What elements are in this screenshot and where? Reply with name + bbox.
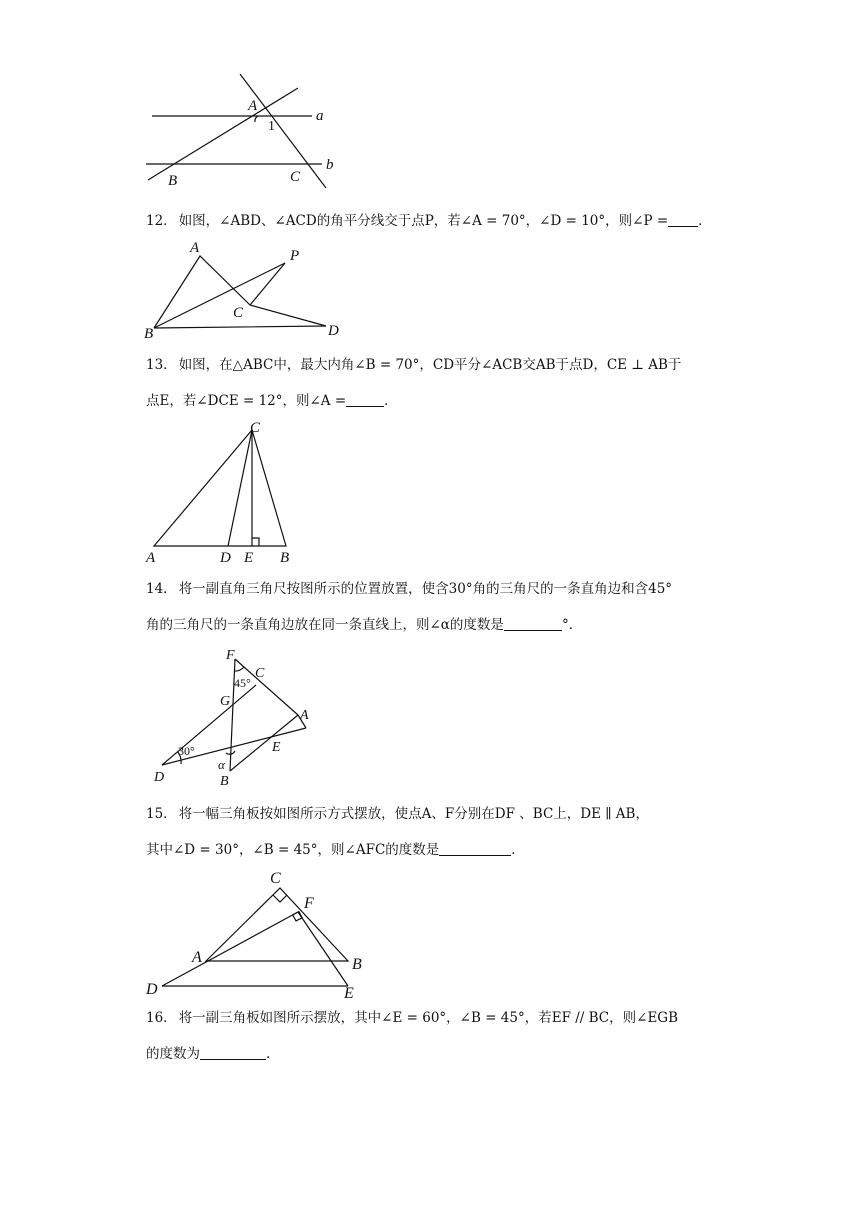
label-D: D xyxy=(146,981,158,998)
label-E: E xyxy=(272,740,281,755)
question-text-line1: 将一副三角板如图所示摆放，其中∠E = 60°，∠B = 45°，若EF // BC，则∠EGB xyxy=(178,1010,679,1026)
question-text-line2: 点E，若∠DCE = 12°，则∠A = xyxy=(146,393,347,409)
figure-q12 xyxy=(140,238,360,343)
question-12 xyxy=(146,203,726,239)
label-A: A xyxy=(192,949,202,966)
label-C: C xyxy=(255,666,265,681)
period: ． xyxy=(266,1046,280,1062)
label-D: D xyxy=(328,323,339,339)
segment-bp xyxy=(154,263,285,328)
question-text-line1: 将一幅三角板按如图所示方式摆放，使点A、F分别在DF 、BC上，DE ∥ AB， xyxy=(178,806,649,822)
question-text-line2: 角的三角尺的一条直角边放在同一条直线上，则∠α的度数是 xyxy=(146,617,504,633)
question-text-line1: 将一副直角三角尺按图所示的位置放置，使含30°角的三角尺的一条直角边和含45° xyxy=(178,581,673,597)
period: ． xyxy=(698,213,712,229)
label-B: B xyxy=(168,173,178,189)
answer-blank[interactable] xyxy=(668,212,698,227)
period: ． xyxy=(384,393,398,409)
answer-blank[interactable] xyxy=(439,841,511,856)
label-D: D xyxy=(220,550,231,566)
question-text-line2: 的度数为 xyxy=(146,1046,200,1062)
right-angle-mark xyxy=(252,538,259,546)
label-C: C xyxy=(290,169,301,185)
right-angle-mark-f xyxy=(293,912,302,921)
label-alpha: α xyxy=(218,757,225,772)
question-text-line2: 其中∠D = 30°，∠B = 45°，则∠AFC的度数是 xyxy=(146,842,440,858)
transversal-ac xyxy=(240,74,326,188)
label-E: E xyxy=(344,985,354,1001)
question-number: 13． xyxy=(146,357,177,373)
question-text-line1: 如图，在△ABC中，最大内角∠B = 70°，CD平分∠ACB交AB于点D，CE ⊥ AB于 xyxy=(178,357,682,373)
label-B: B xyxy=(280,550,290,566)
question-number: 15． xyxy=(146,806,177,822)
label-b: b xyxy=(326,157,334,173)
label-F: F xyxy=(304,895,314,912)
answer-blank[interactable] xyxy=(346,392,384,407)
label-B: B xyxy=(352,956,362,973)
period: ． xyxy=(511,842,525,858)
label-A: A xyxy=(190,240,200,256)
transversal-ab xyxy=(148,88,298,180)
label-B: B xyxy=(220,774,229,789)
question-15 xyxy=(146,796,726,868)
figure-q15 xyxy=(140,866,380,1001)
label-D: D xyxy=(154,770,165,785)
figure-q14 xyxy=(148,643,323,793)
label-angle-1: 1 xyxy=(268,119,275,134)
figure-parallel-lines xyxy=(140,68,360,193)
segment-d-f xyxy=(162,912,298,986)
question-text: 如图，∠ABD、∠ACD的角平分线交于点P，若∠A = 70°，∠D = 10°，则∠P = xyxy=(178,213,669,229)
label-C: C xyxy=(233,305,244,321)
question-number: 12． xyxy=(146,213,177,229)
question-number: 16． xyxy=(146,1010,177,1026)
label-30-deg: 30° xyxy=(178,744,195,758)
label-E: E xyxy=(244,550,254,566)
label-a: a xyxy=(316,108,324,124)
label-P: P xyxy=(290,248,300,264)
segment-cd xyxy=(228,430,252,546)
triangle-abc xyxy=(154,430,286,546)
question-16 xyxy=(146,1000,726,1072)
label-C: C xyxy=(270,870,281,887)
question-14 xyxy=(146,571,726,643)
label-C: C xyxy=(250,420,261,436)
question-13 xyxy=(146,347,726,419)
right-angle-mark-c xyxy=(273,895,287,902)
angle-1-arc xyxy=(255,116,258,122)
segment-f-e xyxy=(298,912,348,986)
label-F: F xyxy=(226,648,235,663)
answer-blank[interactable] xyxy=(504,616,562,631)
figure-q13 xyxy=(140,418,310,568)
label-B: B xyxy=(144,326,154,342)
segment-c-b xyxy=(230,715,298,771)
answer-blank[interactable] xyxy=(200,1045,266,1060)
period: °． xyxy=(561,617,583,633)
label-A: A xyxy=(146,550,156,566)
angle-45-arc xyxy=(234,667,244,671)
label-A: A xyxy=(248,98,258,114)
label-A: A xyxy=(300,708,309,723)
question-number: 14． xyxy=(146,581,177,597)
label-G: G xyxy=(220,694,231,709)
label-45-deg: 45° xyxy=(234,676,251,690)
segment-pc xyxy=(250,263,285,305)
